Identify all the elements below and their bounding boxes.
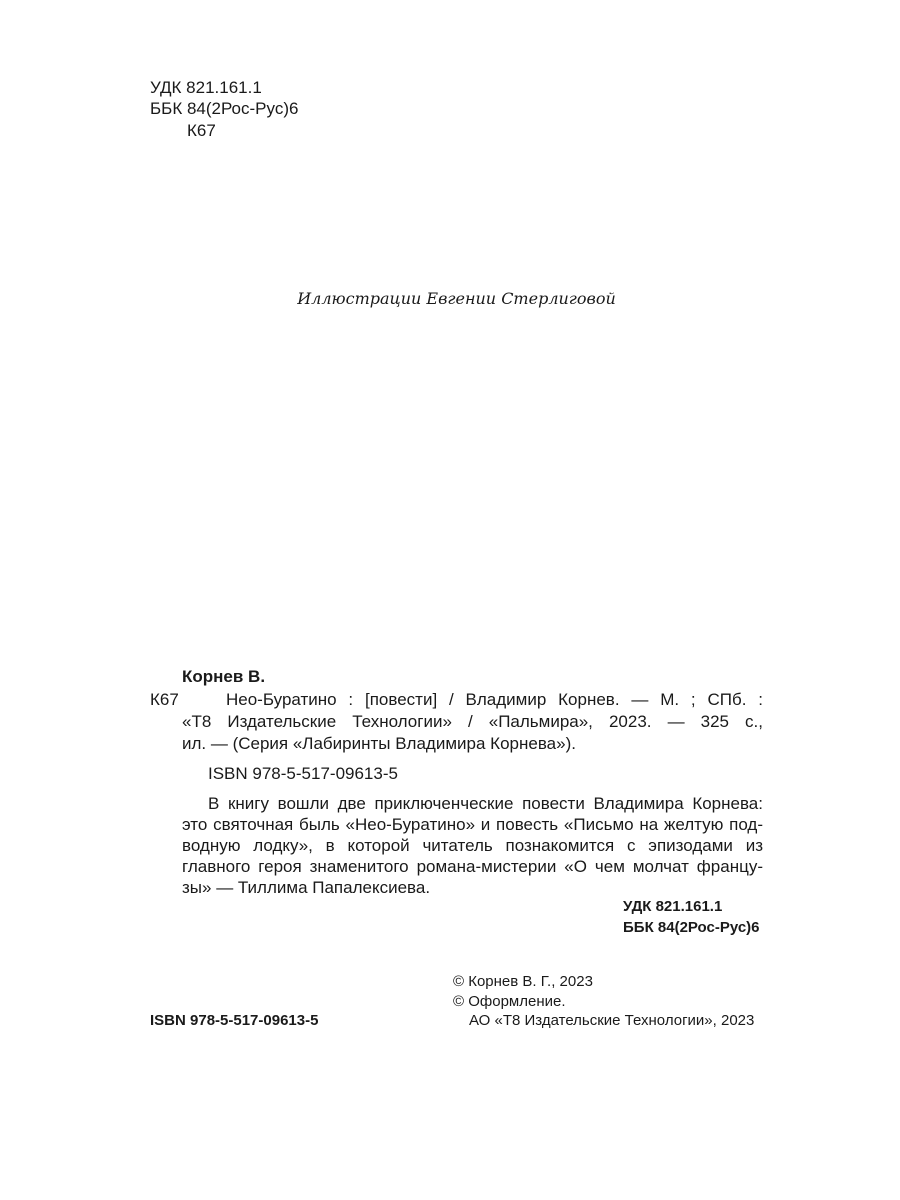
card-description-block [182, 711, 763, 732]
annotation-line: это святочная быль «Нео-Буратино» и повесть «Письмо на желтую под- [182, 815, 763, 834]
author-mark: К67 [187, 121, 216, 140]
annotation-line: водную лодку», в которой читатель познакомится с эпизодами из [182, 836, 763, 855]
bbk-code: ББК 84(2Рос-Рус)6 [150, 99, 299, 118]
annotation-line: В книгу вошли две приключенческие повести Владимира Корнева: [208, 794, 763, 813]
annotation-body [182, 814, 763, 877]
card-mark: К67 [150, 690, 179, 709]
card-bbk: ББК 84(2Рос-Рус)6 [623, 919, 760, 936]
annotation-line: главного героя знаменитого романа-мистерии «О чем молчат францу- [182, 857, 763, 876]
card-isbn: ISBN 978-5-517-09613-5 [208, 764, 398, 783]
udk-code: УДК 821.161.1 [150, 78, 262, 97]
footer-isbn: ISBN 978-5-517-09613-5 [150, 1012, 319, 1029]
card-description-line-1: Нео-Буратино : [повести] / Владимир Корнев. — М. ; СПб. : [226, 690, 763, 709]
card-description-line-3: ил. — (Серия «Лабиринты Владимира Корнева»). [182, 734, 576, 753]
card-author: Корнев В. [182, 667, 266, 686]
card-udk: УДК 821.161.1 [623, 898, 723, 915]
copyright-design: © Оформление. [453, 993, 566, 1010]
annotation-line-1-wrap [208, 793, 763, 814]
card-description-line-2: «Т8 Издательские Технологии» / «Пальмира», 2023. — 325 с., [182, 712, 763, 731]
copyright-publisher: АО «Т8 Издательские Технологии», 2023 [469, 1012, 755, 1029]
illustrations-credit: Иллюстрации Евгении Стерлиговой [297, 289, 616, 308]
annotation-last-line: зы» — Тиллима Папалексиева. [182, 878, 431, 897]
copyright-author: © Корнев В. Г., 2023 [453, 973, 593, 990]
